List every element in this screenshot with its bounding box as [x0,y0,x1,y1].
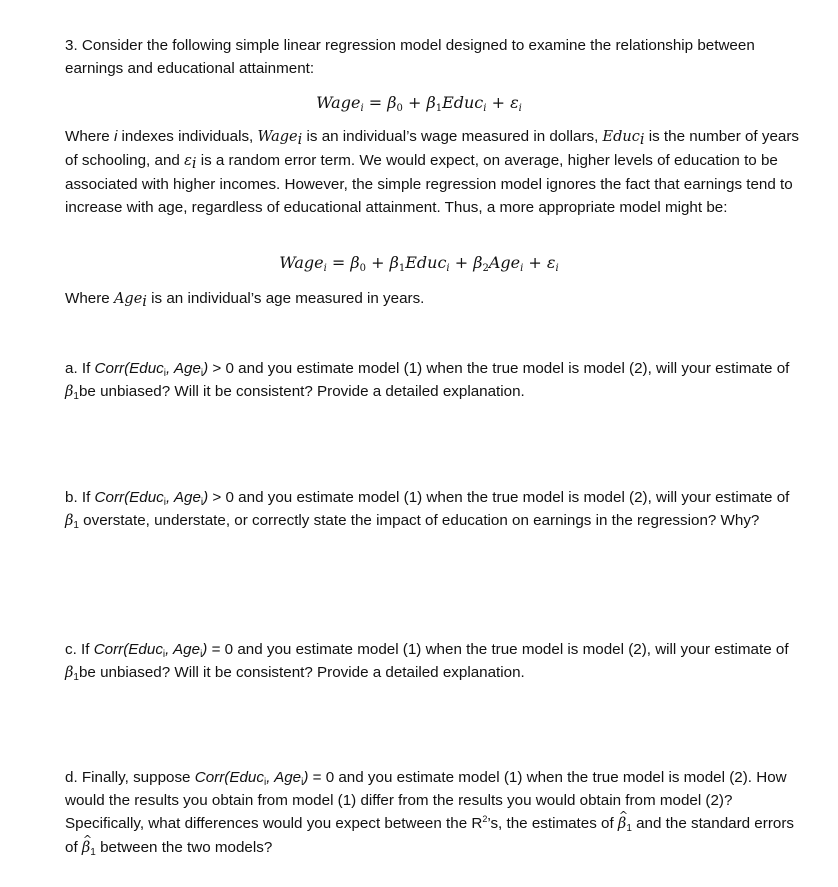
equation-simple-model: Wage$_i$ = $\beta_0$ + $\beta_1Educ_i + \varepsilon_i$ [316,93,522,114]
question-intro [65,34,805,80]
part-b: b. If Corr(Educ$_i$, Age$_i$) > 0 and you estimate model (1) when the true model is model (2), will your estimate of $\beta_1$ overstate, understate, or correctly state the impact of education on earnings in the regression? Why? [65,489,790,531]
age-definition: Where Age$_i$ is an individual’s age measured in years. [65,290,425,310]
question-intro-text: Consider the following simple linear regression model designed to examine the relationship between earnings and educational attainment: [65,37,755,77]
question-number: 3. [65,37,78,54]
equation-multiple-model: Wage$_i$ = $\beta_0$ + $\beta_1Educ_i + \beta_2Age_i + \varepsilon_i$ [279,253,559,274]
part-a: a. If Corr(Educ$_i$, Age$_i$) > 0 and you estimate model (1) when the true model is model (2), will your estimate of $\beta_1be$ unbiased? Will it be consistent? Provide a detailed explanation. [65,360,790,402]
part-d: d. Finally, suppose Corr(Educ$_i$, Age$_i$) = 0 and you estimate model (1) when the true model is model (2). How would the results you obtain from model (1) differ from the results you would obtain from model (2)? Specifically, what differences would you expect between the $R^2’s$, the estimates of ^ $\beta_1$ and the standard errors of ^ $\beta_1$ between the two models? [65,766,805,860]
part-c: c. If Corr(Educ$_i$, Age$_i$) = 0 and you estimate model (1) when the true model is model (2), will your estimate of $\beta_1be$ unbiased? Will it be consistent? Provide a detailed explanation. [65,641,789,683]
definitions-paragraph: Where i indexes individuals, Wage$_i$ is an individual’s wage measured in dollars, Educ$_i$ is the number of years of schooling, and $\varepsilon_i$ is a random error term. We would expect, on average, higher levels of education to be associated with higher incomes. However, the simple regression model ignores the fact that earnings tend to increase with age, regardless of educational attainment. Thus, a more appropriate model might be: [65,128,799,216]
